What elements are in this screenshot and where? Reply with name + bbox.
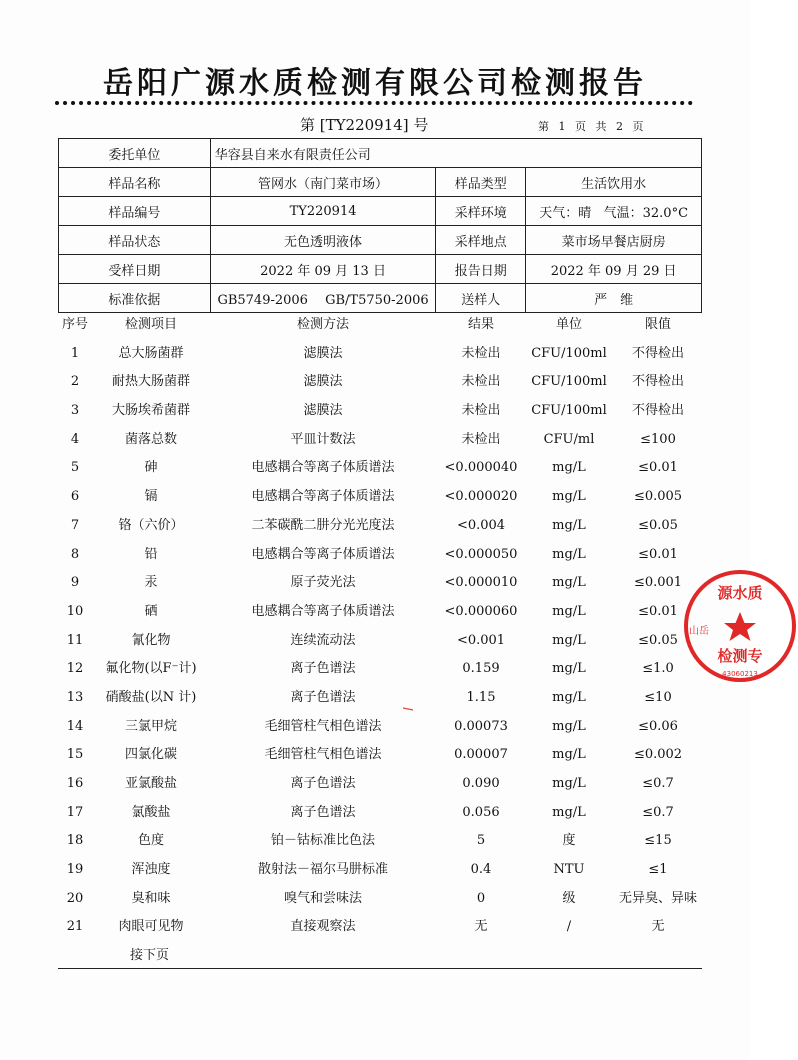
cell-unit: mg/L — [552, 517, 586, 533]
cell-method: 原子荧光法 — [290, 575, 356, 591]
cell-index: 11 — [66, 632, 84, 648]
cell-method: 连续流动法 — [290, 632, 356, 648]
cell-unit: mg/L — [552, 776, 586, 791]
cell-limit: ≤0.7 — [642, 804, 674, 820]
table-row — [58, 655, 702, 684]
cell-method: 电感耦合等离子体质谱法 — [251, 603, 395, 619]
header-result: 结果 — [467, 317, 494, 332]
header-item: 检测项目 — [124, 317, 177, 332]
title-dotted-divider — [55, 101, 693, 105]
table-row — [58, 426, 702, 455]
table-row — [58, 541, 702, 570]
cell-item: 砷 — [144, 460, 158, 476]
sample-state-label: 样品状态 — [59, 226, 211, 255]
cell-unit: mg/L — [552, 632, 586, 648]
cell-method: 离子色谱法 — [290, 689, 356, 705]
cell-limit: 不得检出 — [631, 345, 684, 361]
cell-index: 7 — [70, 517, 80, 533]
bottom-divider — [58, 968, 702, 969]
cell-limit: ≤0.01 — [638, 546, 678, 562]
cell-index: 12 — [66, 661, 84, 677]
sample-state-value: 无色透明液体 — [210, 226, 436, 255]
cell-unit: mg/L — [552, 747, 586, 763]
sample-type-label: 样品类型 — [436, 168, 526, 197]
cell-index: 14 — [66, 718, 84, 734]
cell-method: 滤膜法 — [303, 374, 343, 390]
cell-item: 氯酸盐 — [131, 804, 171, 820]
cell-index: 19 — [66, 862, 84, 878]
cell-method: 嗅气和尝味法 — [283, 890, 362, 906]
cell-method: 平皿计数法 — [290, 431, 356, 447]
cell-limit: 无 — [651, 919, 665, 935]
cell-limit: ≤0.05 — [638, 632, 678, 648]
table-row — [58, 397, 702, 426]
table-row — [58, 856, 702, 885]
cell-method: 电感耦合等离子体质谱法 — [251, 546, 395, 562]
cell-index: 8 — [70, 546, 80, 562]
cell-unit: mg/L — [552, 460, 586, 476]
receive-date-value: 2022 年 09 月 13 日 — [210, 255, 436, 284]
client-label: 委托单位 — [59, 139, 211, 168]
cell-result: <0.000060 — [444, 603, 518, 619]
sample-name-value: 管网水（南门菜市场） — [210, 168, 436, 197]
info-row-state — [59, 226, 702, 255]
cell-result: 未检出 — [461, 345, 501, 361]
cell-index: 4 — [70, 431, 80, 447]
cell-limit: ≤0.7 — [642, 776, 674, 791]
cell-index: 21 — [66, 919, 84, 935]
cell-limit: ≤0.05 — [638, 517, 678, 533]
red-ink-mark — [402, 707, 414, 711]
cell-index: 13 — [66, 689, 84, 705]
cell-result: <0.000040 — [444, 460, 518, 476]
cell-limit: ≤0.002 — [633, 747, 683, 763]
report-date-label: 报告日期 — [436, 255, 526, 284]
table-row — [58, 627, 702, 656]
cell-limit: ≤10 — [644, 689, 672, 705]
cell-limit: ≤0.06 — [638, 718, 678, 734]
info-row-client — [59, 139, 702, 168]
table-row — [58, 569, 702, 598]
sample-info-table — [58, 138, 702, 313]
table-row — [58, 770, 702, 799]
sender-value: 严 维 — [526, 284, 702, 313]
table-row — [58, 799, 702, 828]
cell-limit: 无异臭、异味 — [618, 890, 697, 906]
cell-index: 6 — [70, 489, 80, 505]
table-row — [58, 827, 702, 856]
cell-unit: 度 — [562, 833, 576, 849]
table-row — [58, 885, 702, 914]
cell-unit: mg/L — [552, 661, 586, 677]
sampling-site-label: 采样地点 — [436, 226, 526, 255]
cell-item: 亚氯酸盐 — [124, 776, 177, 791]
table-row — [58, 713, 702, 742]
table-row — [58, 741, 702, 770]
cell-item: 色度 — [137, 833, 164, 849]
cell-limit: ≤0.01 — [638, 460, 678, 476]
cell-item: 铅 — [144, 546, 158, 562]
sample-id-label: 样品编号 — [59, 197, 211, 226]
cell-unit: / — [566, 919, 572, 935]
cell-index: 15 — [66, 747, 84, 763]
stamp-text: 源水质 — [717, 584, 763, 602]
cell-unit: mg/L — [552, 603, 586, 619]
cell-index: 5 — [70, 460, 80, 476]
cell-result: <0.004 — [456, 517, 506, 533]
sender-label: 送样人 — [436, 284, 526, 313]
sample-id-value: TY220914 — [210, 197, 436, 226]
page-info: 第 1 页 共 2 页 — [538, 120, 644, 133]
cell-item: 四氯化碳 — [124, 747, 177, 763]
cell-item: 硝酸盐(以N 计) — [105, 689, 197, 705]
sampling-site-value: 菜市场早餐店厨房 — [526, 226, 702, 255]
table-row — [58, 368, 702, 397]
standard-value: GB5749-2006 GB/T5750-2006 — [210, 284, 436, 313]
sample-type-value: 生活饮用水 — [526, 168, 702, 197]
cell-unit: CFU/ml — [543, 431, 595, 447]
cell-method: 散射法－福尔马肼标准 — [257, 862, 388, 878]
environment-value — [526, 197, 702, 226]
cell-limit: ≤100 — [640, 431, 676, 447]
header-unit: 单位 — [555, 317, 582, 332]
results-header-row — [58, 311, 702, 340]
info-row-dates — [59, 255, 702, 284]
cell-unit: mg/L — [552, 804, 586, 820]
table-row — [58, 454, 702, 483]
cell-result: 0.4 — [470, 862, 492, 878]
header-index: 序号 — [61, 317, 88, 332]
cell-item: 氰化物 — [131, 632, 171, 648]
cell-unit: CFU/100ml — [531, 374, 607, 390]
cell-limit: ≤1.0 — [642, 661, 674, 677]
cell-index: 17 — [66, 804, 84, 820]
test-results-table — [58, 311, 702, 942]
cell-result: 未检出 — [461, 403, 501, 419]
cell-unit: 级 — [562, 890, 576, 906]
table-row — [58, 684, 702, 713]
cell-limit: ≤15 — [644, 833, 672, 849]
header-limit: 限值 — [644, 317, 671, 332]
cell-index: 16 — [66, 776, 84, 791]
cell-unit: CFU/100ml — [531, 403, 607, 419]
cell-index: 1 — [70, 345, 80, 361]
cell-index: 3 — [70, 403, 80, 419]
report-title: 岳阳广源水质检测有限公司检测报告 — [103, 66, 647, 101]
cell-result: 0 — [476, 890, 486, 906]
cell-unit: mg/L — [552, 718, 586, 734]
cell-item: 铬（六价） — [118, 517, 184, 533]
info-row-sample-id — [59, 197, 702, 226]
standard-label: 标准依据 — [59, 284, 211, 313]
cell-method: 滤膜法 — [303, 403, 343, 419]
cell-limit: ≤1 — [648, 862, 668, 878]
cell-item: 氟化物(以F⁻计) — [105, 661, 197, 677]
cell-limit: ≤0.005 — [633, 489, 683, 505]
table-row — [58, 598, 702, 627]
cell-limit: ≤0.01 — [638, 603, 678, 619]
cell-method: 离子色谱法 — [290, 661, 356, 677]
weather-value: 天气：晴 — [539, 205, 592, 221]
cell-result: 0.090 — [462, 776, 500, 791]
cell-index: 2 — [70, 374, 80, 390]
cell-unit: mg/L — [552, 575, 586, 591]
cell-unit: mg/L — [552, 546, 586, 562]
cell-result: <0.000020 — [444, 489, 518, 505]
cell-result: 无 — [474, 919, 488, 935]
cell-method: 滤膜法 — [303, 345, 343, 361]
client-value: 华容县自来水有限责任公司 — [210, 139, 701, 168]
report-number: 第 [TY220914] 号 — [300, 116, 429, 134]
sample-name-label: 样品名称 — [59, 168, 211, 197]
header-method: 检测方法 — [296, 317, 349, 332]
cell-unit: mg/L — [552, 489, 586, 505]
receive-date-label: 受样日期 — [59, 255, 211, 284]
cell-method: 二苯碳酰二肼分光光度法 — [251, 517, 395, 533]
cell-result: 5 — [476, 833, 486, 849]
cell-method: 直接观察法 — [290, 919, 356, 935]
table-row — [58, 913, 702, 942]
cell-result: 0.00073 — [454, 718, 508, 734]
cell-result: <0.000050 — [444, 546, 518, 562]
cell-index: 18 — [66, 833, 84, 849]
cell-result: 0.056 — [462, 804, 500, 820]
cell-result: 1.15 — [466, 689, 496, 705]
cell-item: 浑浊度 — [131, 862, 171, 878]
cell-limit: 不得检出 — [631, 403, 684, 419]
stamp-text: 山岳 — [689, 626, 709, 637]
cell-method: 离子色谱法 — [290, 776, 356, 791]
cell-result: <0.001 — [456, 632, 506, 648]
table-row — [58, 340, 702, 369]
cell-result: 0.00007 — [454, 747, 508, 763]
stamp-text: 检测专 — [717, 647, 763, 665]
cell-item: 菌落总数 — [124, 431, 177, 447]
info-row-sample-name — [59, 168, 702, 197]
environment-label: 采样环境 — [436, 197, 526, 226]
cell-result: 未检出 — [461, 431, 501, 447]
cell-unit: NTU — [553, 862, 585, 878]
cell-item: 肉眼可见物 — [118, 919, 184, 935]
cell-item: 汞 — [144, 575, 158, 591]
cell-result: 未检出 — [461, 374, 501, 390]
cell-item: 三氯甲烷 — [124, 718, 177, 734]
cell-limit: 不得检出 — [631, 374, 684, 390]
cell-unit: CFU/100ml — [531, 345, 607, 361]
report-date-value: 2022 年 09 月 29 日 — [526, 255, 702, 284]
cell-method: 离子色谱法 — [290, 804, 356, 820]
cell-index: 10 — [66, 603, 84, 619]
cell-method: 铂－钴标准比色法 — [270, 833, 375, 849]
continue-next-page: 接下页 — [130, 948, 170, 963]
cell-result: <0.000010 — [444, 575, 518, 591]
cell-result: 0.159 — [462, 661, 500, 677]
cell-item: 总大肠菌群 — [118, 345, 184, 361]
temperature-value: 气温：32.0°C — [603, 205, 689, 221]
table-row — [58, 483, 702, 512]
table-row — [58, 512, 702, 541]
cell-method: 毛细管柱气相色谱法 — [264, 718, 382, 734]
stamp-text: 43060213 — [722, 670, 758, 678]
cell-index: 20 — [66, 890, 84, 906]
cell-item: 耐热大肠菌群 — [111, 374, 190, 390]
cell-item: 大肠埃希菌群 — [111, 403, 190, 419]
cell-limit: ≤0.001 — [633, 575, 683, 591]
cell-item: 硒 — [144, 603, 158, 619]
cell-unit: mg/L — [552, 689, 586, 705]
info-row-standard — [59, 284, 702, 313]
cell-index: 9 — [70, 575, 80, 591]
company-seal-stamp — [682, 568, 798, 684]
cell-method: 电感耦合等离子体质谱法 — [251, 460, 395, 476]
cell-item: 臭和味 — [131, 890, 171, 906]
cell-method: 毛细管柱气相色谱法 — [264, 747, 382, 763]
cell-method: 电感耦合等离子体质谱法 — [251, 489, 395, 505]
cell-item: 镉 — [144, 489, 158, 505]
